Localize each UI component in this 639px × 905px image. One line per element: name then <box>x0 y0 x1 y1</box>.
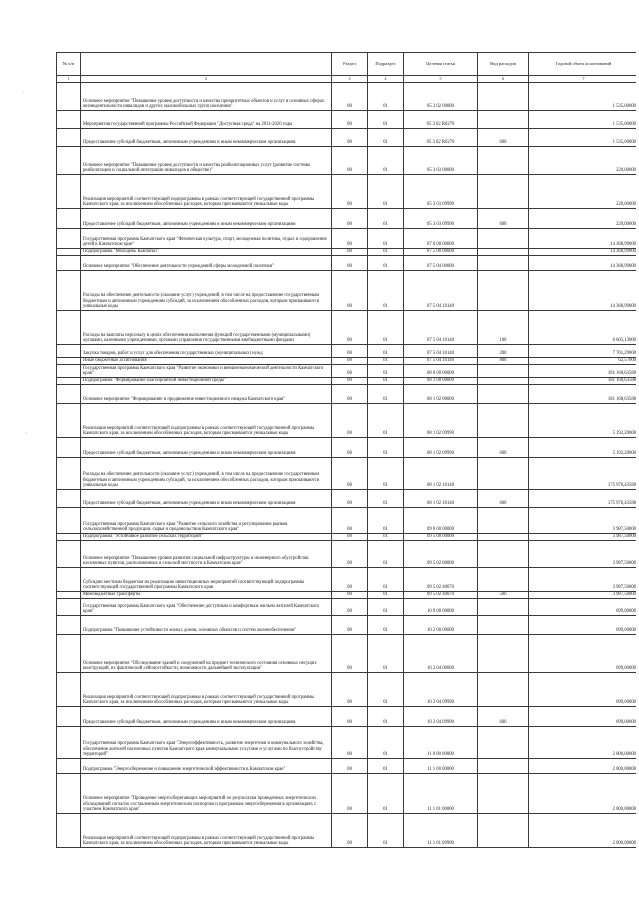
row-target-article-cell: 11 1 01 00000 <box>404 774 478 814</box>
row-target-article-cell: 05 3 02 R0270 <box>404 111 478 129</box>
row-amount-cell: 14 368,99000 <box>529 229 637 249</box>
row-podrazdel-cell: 01 <box>368 358 404 365</box>
row-name-cell: Иные бюджетные ассигнования <box>81 358 332 365</box>
row-amount-cell: 2 000,00000 <box>529 814 637 848</box>
row-expense-type-cell <box>478 378 529 385</box>
row-amount-cell: 220,00000 <box>529 209 637 229</box>
row-expense-type-cell <box>478 404 529 438</box>
row-razdel-cell: 08 <box>332 271 368 311</box>
row-razdel-cell: 08 <box>332 256 368 271</box>
row-podrazdel-cell: 01 <box>368 814 404 848</box>
row-expense-type-cell: 200 <box>478 345 529 358</box>
table-row <box>57 404 637 438</box>
row-podrazdel-cell: 01 <box>368 345 404 358</box>
row-razdel-cell: 08 <box>332 358 368 365</box>
table-row <box>57 759 637 774</box>
table-row <box>57 249 637 256</box>
row-target-article-cell: 11 0 00 00000 <box>404 727 478 759</box>
table-row <box>57 707 637 727</box>
row-name-cell: Основное мероприятие "Повышение уровня доступности и качества реабилитационных услуг (развитие системы реабилитации и социальной интеграции инвалидов в обществе)" <box>81 147 332 175</box>
row-name-cell: Предоставление субсидий бюджетным, автономным учреждениям и иным некоммерческим организациям <box>81 209 332 229</box>
row-podrazdel-cell: 01 <box>368 774 404 814</box>
row-name-cell: Предоставление субсидий бюджетным, автономным учреждениям и иным некоммерческим организациям <box>81 707 332 727</box>
row-target-article-cell: 05 3 03 09990 <box>404 209 478 229</box>
row-amount-cell: 175 976,43588 <box>529 458 637 490</box>
table-row <box>57 490 637 508</box>
header-num: № п/п <box>57 53 81 76</box>
row-amount-cell: 7 701,29000 <box>529 345 637 358</box>
column-index: 5 <box>404 76 478 83</box>
row-name-cell: Расходы на обеспечение деятельности (оказание услуг) учреждений, в том числе на предоставление государственным бюджетным и автономным учреждениям субсидий, за исключением обособленных расходов, которым присваиваются уникальные коды <box>81 271 332 311</box>
row-podrazdel-cell: 01 <box>368 365 404 378</box>
row-amount-cell: 5 192,20000 <box>529 438 637 458</box>
row-num-cell <box>57 599 81 616</box>
row-target-article-cell: 10 2 04 09990 <box>404 673 478 707</box>
row-podrazdel-cell: 01 <box>368 759 404 774</box>
table-row <box>57 541 637 568</box>
table-row <box>57 458 637 490</box>
row-target-article-cell: 07 5 04 10140 <box>404 311 478 345</box>
row-razdel-cell: 08 <box>332 541 368 568</box>
row-razdel-cell: 08 <box>332 616 368 635</box>
row-expense-type-cell <box>478 635 529 673</box>
table-row <box>57 599 637 616</box>
row-expense-type-cell <box>478 814 529 848</box>
row-expense-type-cell <box>478 541 529 568</box>
row-target-article-cell: 07 5 04 10140 <box>404 271 478 311</box>
row-razdel-cell: 08 <box>332 774 368 814</box>
table-row <box>57 175 637 209</box>
row-amount-cell: 3 987,50000 <box>529 541 637 568</box>
row-name-cell: Мероприятия государственной программы Российской Федерации "Доступная среда" на 2011-2020 годы <box>81 111 332 129</box>
row-razdel-cell: 08 <box>332 345 368 358</box>
row-num-cell <box>57 209 81 229</box>
row-podrazdel-cell: 01 <box>368 147 404 175</box>
header-razdel: Раздел <box>332 53 368 76</box>
row-amount-cell: 181 168,63588 <box>529 385 637 404</box>
row-num-cell <box>57 592 81 599</box>
row-name-cell: Закупка товаров, работ и услуг для обеспечения государственных (муниципальных) нужд <box>81 345 332 358</box>
table-row <box>57 129 637 147</box>
table-row <box>57 508 637 534</box>
row-target-article-cell: 09 5 00 00000 <box>404 534 478 541</box>
row-name-cell: Государственная программа Камчатского края "Развитие сельского хозяйства и регулирование рынков сельскохозяйственной продукции, сырья и продовольствия Камчатского края" <box>81 508 332 534</box>
row-amount-cell: 2 000,00000 <box>529 727 637 759</box>
row-num-cell <box>57 490 81 508</box>
row-target-article-cell: 10 0 00 00000 <box>404 599 478 616</box>
row-expense-type-cell <box>478 111 529 129</box>
row-amount-cell: 14 368,99000 <box>529 249 637 256</box>
row-razdel-cell: 08 <box>332 147 368 175</box>
row-razdel-cell: 08 <box>332 365 368 378</box>
table-row <box>57 616 637 635</box>
row-podrazdel-cell: 01 <box>368 458 404 490</box>
row-num-cell <box>57 175 81 209</box>
budget-table <box>56 52 636 848</box>
row-razdel-cell: 08 <box>332 311 368 345</box>
row-name-cell: Реализация мероприятий соответствующей подпрограммы в рамках соответствующей государственной программы Камчатского края, за исключением обособленных расходов, которым присваиваются уникальные коды <box>81 404 332 438</box>
row-razdel-cell: 08 <box>332 404 368 438</box>
row-expense-type-cell: 600 <box>478 707 529 727</box>
row-target-article-cell: 05 3 03 00000 <box>404 147 478 175</box>
row-podrazdel-cell: 01 <box>368 438 404 458</box>
row-razdel-cell: 08 <box>332 378 368 385</box>
row-target-article-cell: 11 1 01 09990 <box>404 814 478 848</box>
row-num-cell <box>57 111 81 129</box>
row-amount-cell: 3 987,50000 <box>529 592 637 599</box>
row-name-cell: Государственная программа Камчатского края "Обеспечение доступным и комфортным жильем жителей Камчатского края" <box>81 599 332 616</box>
row-target-article-cell: 07 5 04 10140 <box>404 358 478 365</box>
row-amount-cell: 699,00000 <box>529 673 637 707</box>
row-expense-type-cell <box>478 599 529 616</box>
table-row <box>57 358 637 365</box>
row-expense-type-cell <box>478 508 529 534</box>
row-amount-cell: 699,00000 <box>529 599 637 616</box>
row-expense-type-cell <box>478 229 529 249</box>
row-expense-type-cell <box>478 458 529 490</box>
row-name-cell: Расходы на обеспечение деятельности (оказание услуг) учреждений, в том числе на предоставление государственным бюджетным и автономным учреждениям субсидий, за исключением обособленных расходов, которым присваиваются уникальные коды <box>81 458 332 490</box>
row-razdel-cell: 08 <box>332 592 368 599</box>
row-podrazdel-cell: 01 <box>368 599 404 616</box>
row-target-article-cell: 08 1 02 09990 <box>404 404 478 438</box>
row-target-article-cell: 10 2 00 00000 <box>404 616 478 635</box>
row-razdel-cell: 08 <box>332 458 368 490</box>
row-expense-type-cell <box>478 147 529 175</box>
table-row <box>57 727 637 759</box>
row-podrazdel-cell: 01 <box>368 385 404 404</box>
row-amount-cell: 14 368,99000 <box>529 256 637 271</box>
header-target-article: Целевая статья <box>404 53 478 76</box>
header-annual-amount: Годовой объем ассигнований <box>529 53 637 76</box>
row-name-cell: Подпрограмма "Молодежь Камчатки" <box>81 249 332 256</box>
table-row <box>57 365 637 378</box>
row-podrazdel-cell: 01 <box>368 271 404 311</box>
row-target-article-cell: 10 2 04 00000 <box>404 635 478 673</box>
row-amount-cell: 220,00000 <box>529 147 637 175</box>
row-podrazdel-cell: 01 <box>368 707 404 727</box>
row-podrazdel-cell: 01 <box>368 175 404 209</box>
row-podrazdel-cell: 01 <box>368 83 404 111</box>
column-index-row <box>57 76 637 83</box>
row-razdel-cell: 08 <box>332 759 368 774</box>
row-target-article-cell: 08 0 00 00000 <box>404 365 478 378</box>
row-amount-cell: 220,00000 <box>529 175 637 209</box>
row-num-cell <box>57 404 81 438</box>
row-amount-cell: 2 000,00000 <box>529 759 637 774</box>
row-amount-cell: 1 535,00000 <box>529 83 637 111</box>
row-name-cell: Основное мероприятие "Обследование зданий и сооружений на предмет технического состояния основных несущих конструкций, их фактической сейсмостойкости, возможности дальнейшей эксплуатации" <box>81 635 332 673</box>
row-name-cell: Основное мероприятие "Повышение уровня доступности и качества приоритетных объектов и услуг в основных сферах жизнедеятельности инвалидов и других маломобильных групп населения" <box>81 83 332 111</box>
header-name <box>81 53 332 76</box>
row-target-article-cell: 10 2 04 09990 <box>404 707 478 727</box>
row-name-cell: Подпрограмма "Устойчивое развитие сельских территорий" <box>81 534 332 541</box>
budget-table-sheet <box>56 52 636 902</box>
row-amount-cell: 175 976,43588 <box>529 490 637 508</box>
row-num-cell <box>57 438 81 458</box>
row-expense-type-cell <box>478 365 529 378</box>
column-index: 4 <box>368 76 404 83</box>
row-amount-cell: 3 987,50000 <box>529 534 637 541</box>
row-num-cell <box>57 759 81 774</box>
row-amount-cell: 699,00000 <box>529 616 637 635</box>
row-expense-type-cell: 800 <box>478 358 529 365</box>
row-num-cell <box>57 385 81 404</box>
row-amount-cell: 699,00000 <box>529 707 637 727</box>
row-name-cell: Государственная программа Камчатского края "Энергоэффективность, развитие энергетики и коммунального хозяйства, обеспечение жителей населенных пунктов Камчатского края коммунальными услугами и услугами по благоустройству территорий" <box>81 727 332 759</box>
header-podrazdel: Подраздел <box>368 53 404 76</box>
row-num-cell <box>57 727 81 759</box>
row-razdel-cell: 08 <box>332 635 368 673</box>
row-amount-cell: 5 192,20000 <box>529 404 637 438</box>
table-row <box>57 378 637 385</box>
row-name-cell: Государственная программа Камчатского края "Физическая культура, спорт, молодежная политика, отдых и оздоровление детей в Камчатском крае" <box>81 229 332 249</box>
row-razdel-cell: 08 <box>332 229 368 249</box>
table-row <box>57 311 637 345</box>
row-name-cell: Основное мероприятие "Проведение энергосберегающих мероприятий по результатам проведенных энергетических обследований согласно составленным энергетическим паспортам и программам энергосбережения в организациях с участием Камчатского края" <box>81 774 332 814</box>
row-expense-type-cell <box>478 774 529 814</box>
row-razdel-cell: 08 <box>332 673 368 707</box>
row-name-cell: Подпрограмма "Формирование благоприятной инвестиционной среды" <box>81 378 332 385</box>
table-row <box>57 83 637 111</box>
row-num-cell <box>57 378 81 385</box>
row-amount-cell: 181 168,63588 <box>529 378 637 385</box>
row-name-cell: Подпрограмма "Энергосбережение и повышение энергетической эффективности в Камчатском крае" <box>81 759 332 774</box>
row-target-article-cell: 07 5 00 00000 <box>404 249 478 256</box>
row-expense-type-cell <box>478 616 529 635</box>
row-num-cell <box>57 147 81 175</box>
table-row <box>57 592 637 599</box>
row-podrazdel-cell: 01 <box>368 404 404 438</box>
table-body <box>57 83 637 848</box>
row-num-cell <box>57 814 81 848</box>
row-name-cell: Основное мероприятие "Обеспечение деятельности учреждений сферы молодежной политики" <box>81 256 332 271</box>
row-num-cell <box>57 635 81 673</box>
row-name-cell: Подпрограмма "Повышение устойчивости жилых домов, основных объектов и систем жизнеобеспечения" <box>81 616 332 635</box>
row-name-cell: Основное мероприятие "Формирование и продвижение инвестиционного имиджа Камчатского края" <box>81 385 332 404</box>
row-target-article-cell: 08 1 02 09990 <box>404 438 478 458</box>
column-index: 2 <box>81 76 332 83</box>
row-razdel-cell: 08 <box>332 508 368 534</box>
table-row <box>57 147 637 175</box>
row-expense-type-cell <box>478 534 529 541</box>
row-amount-cell: 6 605,13000 <box>529 311 637 345</box>
row-name-cell: Расходы на выплаты персоналу в целях обеспечения выполнения функций государственными (муниципальными) органами, казенными учреждениями, органами управления государственными внебюджетными фондами <box>81 311 332 345</box>
row-razdel-cell: 08 <box>332 209 368 229</box>
table-row <box>57 385 637 404</box>
row-amount-cell: 3 987,50000 <box>529 508 637 534</box>
table-row <box>57 635 637 673</box>
row-razdel-cell: 08 <box>332 814 368 848</box>
row-razdel-cell: 08 <box>332 83 368 111</box>
row-target-article-cell: 05 3 02 00000 <box>404 83 478 111</box>
row-target-article-cell: 08 1 02 10140 <box>404 490 478 508</box>
row-num-cell <box>57 249 81 256</box>
table-row <box>57 534 637 541</box>
table-row <box>57 774 637 814</box>
row-podrazdel-cell: 01 <box>368 508 404 534</box>
row-name-cell: Реализация мероприятий соответствующей подпрограммы в рамках соответствующей государственной программы Камчатского края, за исключением обособленных расходов, которым присваиваются уникальные коды <box>81 673 332 707</box>
row-expense-type-cell: 500 <box>478 592 529 599</box>
row-target-article-cell: 08 1 02 00000 <box>404 385 478 404</box>
row-expense-type-cell <box>478 175 529 209</box>
row-razdel-cell: 08 <box>332 111 368 129</box>
row-num-cell <box>57 229 81 249</box>
row-name-cell: Предоставление субсидий бюджетным, автономным учреждениям и иным некоммерческим организациям <box>81 490 332 508</box>
row-podrazdel-cell: 01 <box>368 229 404 249</box>
row-podrazdel-cell: 01 <box>368 490 404 508</box>
margin-mark: · <box>25 430 29 436</box>
row-target-article-cell: 05 3 02 R0270 <box>404 129 478 147</box>
row-name-cell: Реализация мероприятий соответствующей подпрограммы в рамках соответствующей государственной программы Камчатского края, за исключением обособленных расходов, которым присваиваются уникальные коды <box>81 814 332 848</box>
row-num-cell <box>57 271 81 311</box>
table-row <box>57 568 637 592</box>
row-podrazdel-cell: 01 <box>368 616 404 635</box>
row-razdel-cell: 08 <box>332 175 368 209</box>
row-target-article-cell: 08 1 02 10140 <box>404 458 478 490</box>
row-amount-cell: 181 168,63588 <box>529 365 637 378</box>
table-row <box>57 271 637 311</box>
row-num-cell <box>57 458 81 490</box>
row-podrazdel-cell: 01 <box>368 635 404 673</box>
row-podrazdel-cell: 01 <box>368 673 404 707</box>
table-row <box>57 814 637 848</box>
row-amount-cell: 2 000,00000 <box>529 774 637 814</box>
row-podrazdel-cell: 01 <box>368 534 404 541</box>
row-podrazdel-cell: 01 <box>368 592 404 599</box>
row-num-cell <box>57 345 81 358</box>
row-podrazdel-cell: 01 <box>368 568 404 592</box>
row-target-article-cell: 11 1 00 00000 <box>404 759 478 774</box>
table-row <box>57 345 637 358</box>
table-row <box>57 229 637 249</box>
column-index: 3 <box>332 76 368 83</box>
row-podrazdel-cell: 01 <box>368 111 404 129</box>
row-expense-type-cell <box>478 385 529 404</box>
row-podrazdel-cell: 01 <box>368 256 404 271</box>
row-expense-type-cell: 600 <box>478 129 529 147</box>
row-target-article-cell: 07 5 04 00000 <box>404 256 478 271</box>
table-row <box>57 209 637 229</box>
row-expense-type-cell <box>478 249 529 256</box>
row-amount-cell: 62,57000 <box>529 358 637 365</box>
table-row <box>57 438 637 458</box>
row-target-article-cell: 09 5 02 40070 <box>404 568 478 592</box>
row-target-article-cell: 08 1 00 00000 <box>404 378 478 385</box>
row-expense-type-cell <box>478 256 529 271</box>
table-row <box>57 111 637 129</box>
row-razdel-cell: 08 <box>332 599 368 616</box>
row-target-article-cell: 09 0 00 00000 <box>404 508 478 534</box>
row-razdel-cell: 08 <box>332 490 368 508</box>
row-target-article-cell: 07 0 00 00000 <box>404 229 478 249</box>
row-amount-cell: 699,00000 <box>529 635 637 673</box>
row-amount-cell: 1 535,00000 <box>529 111 637 129</box>
row-razdel-cell: 08 <box>332 727 368 759</box>
row-razdel-cell: 08 <box>332 568 368 592</box>
row-name-cell: Основное мероприятие "Повышение уровня развития социальной инфраструктуры и инженерного обустройства населенных пунктов, расположенных в сельской местности в Камчатском крае" <box>81 541 332 568</box>
row-amount-cell: 1 535,00000 <box>529 129 637 147</box>
row-target-article-cell: 07 5 04 10140 <box>404 345 478 358</box>
row-podrazdel-cell: 01 <box>368 209 404 229</box>
row-num-cell <box>57 774 81 814</box>
row-podrazdel-cell: 01 <box>368 541 404 568</box>
row-num-cell <box>57 568 81 592</box>
row-num-cell <box>57 365 81 378</box>
row-podrazdel-cell: 01 <box>368 727 404 759</box>
column-index: 1 <box>57 76 81 83</box>
row-razdel-cell: 08 <box>332 129 368 147</box>
row-expense-type-cell: 600 <box>478 209 529 229</box>
row-expense-type-cell <box>478 568 529 592</box>
row-razdel-cell: 08 <box>332 707 368 727</box>
row-name-cell: Государственная программа Камчатского края "Развитие экономики и внешнеэкономической деятельности Камчатского края" <box>81 365 332 378</box>
column-index: 7 <box>529 76 637 83</box>
row-name-cell: Субсидии местным бюджетам на реализацию инвестиционных мероприятий соответствующей подпрограммы соответствующей государственной программы Камчатского края <box>81 568 332 592</box>
row-podrazdel-cell: 01 <box>368 249 404 256</box>
row-name-cell: Межбюджетные трансферты <box>81 592 332 599</box>
row-num-cell <box>57 129 81 147</box>
margin-mark: · <box>22 90 26 96</box>
row-num-cell <box>57 83 81 111</box>
header-expense-type: Вид расходов <box>478 53 529 76</box>
row-expense-type-cell <box>478 727 529 759</box>
table-row <box>57 256 637 271</box>
row-num-cell <box>57 256 81 271</box>
row-razdel-cell: 08 <box>332 385 368 404</box>
table-row <box>57 673 637 707</box>
row-name-cell: Предоставление субсидий бюджетным, автономным учреждениям и иным некоммерческим организациям <box>81 438 332 458</box>
row-num-cell <box>57 534 81 541</box>
row-expense-type-cell <box>478 673 529 707</box>
row-target-article-cell: 05 3 03 09990 <box>404 175 478 209</box>
row-num-cell <box>57 673 81 707</box>
row-num-cell <box>57 311 81 345</box>
row-target-article-cell: 09 5 02 40070 <box>404 592 478 599</box>
row-target-article-cell: 09 5 02 00000 <box>404 541 478 568</box>
row-razdel-cell: 08 <box>332 534 368 541</box>
row-name-cell: Реализация мероприятий соответствующей подпрограммы в рамках соответствующей государственной программы Камчатского края, за исключением обособленных расходов, которым присваиваются уникальные коды <box>81 175 332 209</box>
column-index: 6 <box>478 76 529 83</box>
row-num-cell <box>57 508 81 534</box>
row-expense-type-cell <box>478 759 529 774</box>
row-expense-type-cell: 100 <box>478 311 529 345</box>
row-num-cell <box>57 707 81 727</box>
row-num-cell <box>57 616 81 635</box>
row-podrazdel-cell: 01 <box>368 378 404 385</box>
row-podrazdel-cell: 01 <box>368 129 404 147</box>
row-expense-type-cell: 600 <box>478 438 529 458</box>
row-razdel-cell: 08 <box>332 438 368 458</box>
row-podrazdel-cell: 01 <box>368 311 404 345</box>
row-num-cell <box>57 541 81 568</box>
row-amount-cell: 14 368,99000 <box>529 271 637 311</box>
row-expense-type-cell <box>478 83 529 111</box>
row-num-cell <box>57 358 81 365</box>
row-amount-cell: 3 987,50000 <box>529 568 637 592</box>
row-razdel-cell: 08 <box>332 249 368 256</box>
row-name-cell: Предоставление субсидий бюджетным, автономным учреждениям и иным некоммерческим организациям <box>81 129 332 147</box>
row-expense-type-cell: 600 <box>478 490 529 508</box>
row-expense-type-cell <box>478 271 529 311</box>
table-header-row <box>57 53 637 76</box>
